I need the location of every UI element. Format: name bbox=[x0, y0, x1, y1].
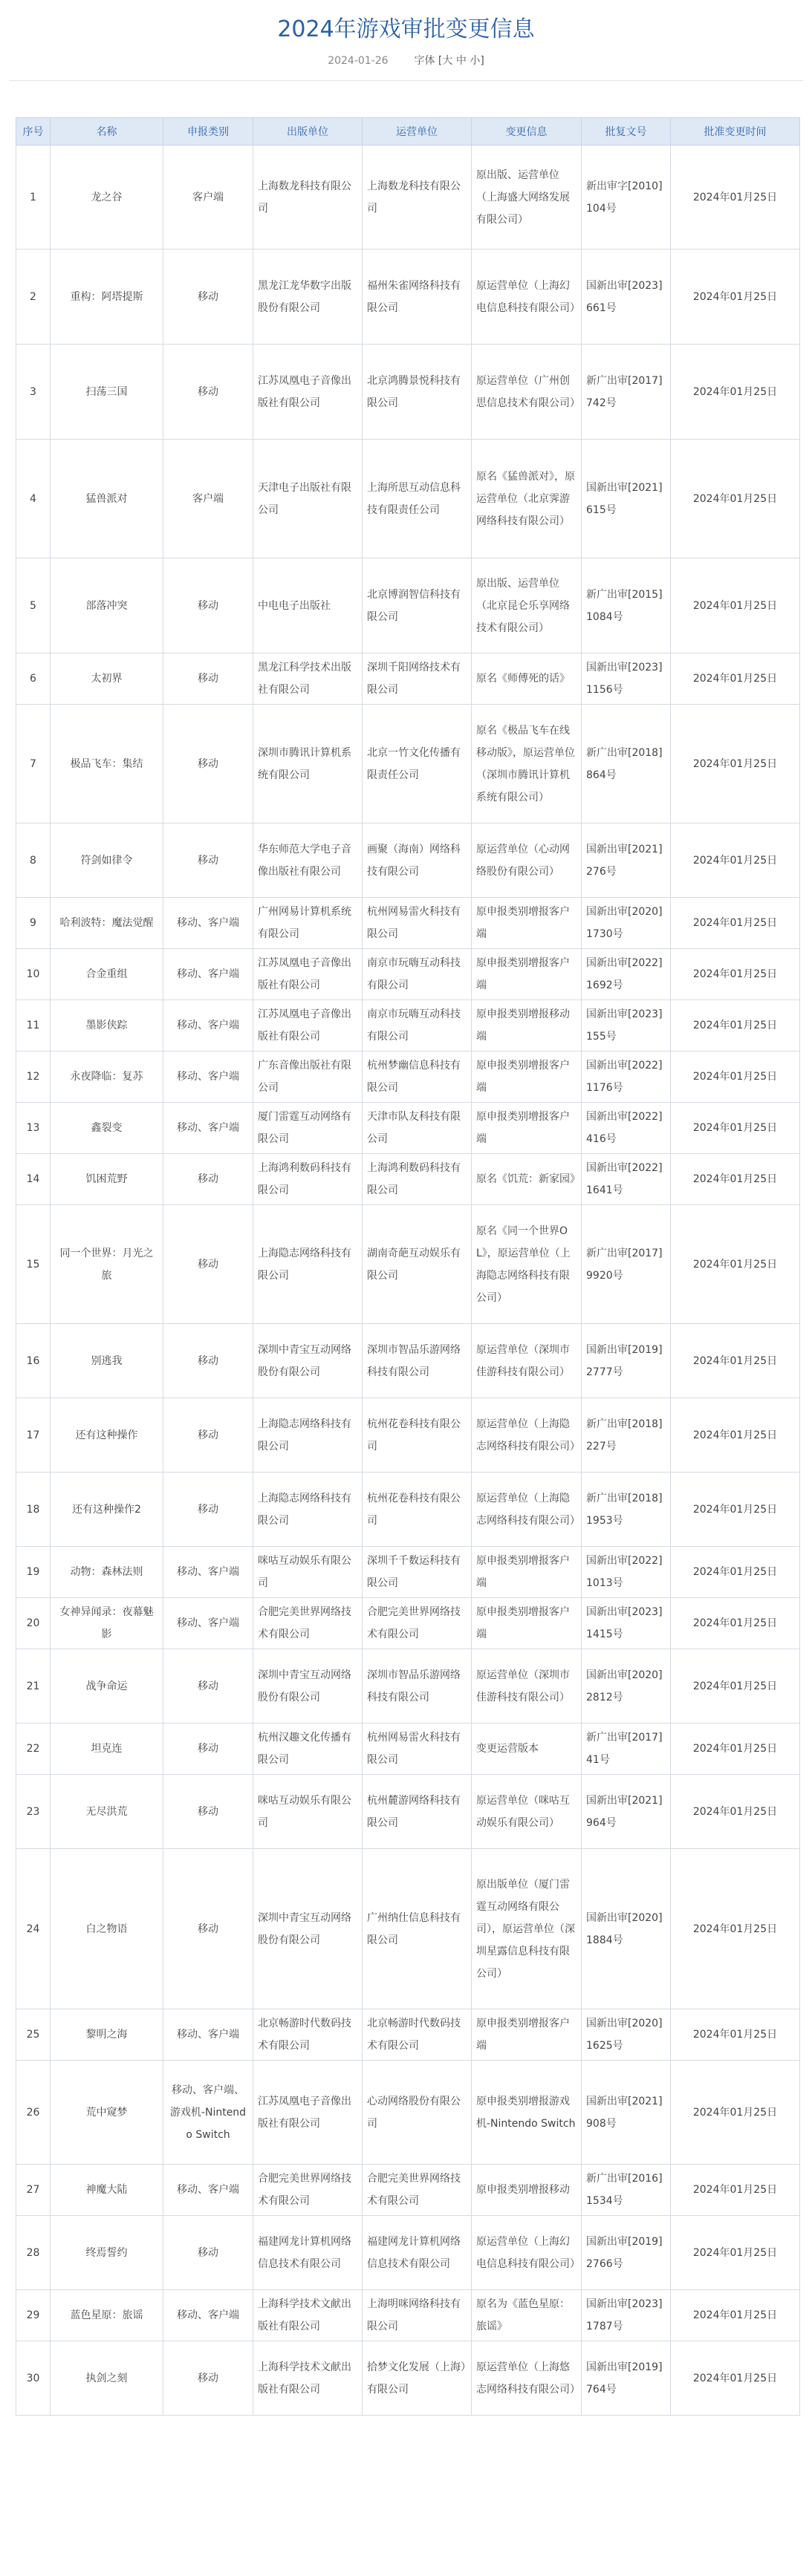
approval-time: 2024年01月25日 bbox=[671, 345, 800, 440]
operator: 福建网龙计算机网络信息技术有限公司 bbox=[363, 2216, 472, 2290]
approval-number: 新出审字[2010]104号 bbox=[582, 146, 671, 250]
change-info: 原申报类别增报客户端 bbox=[472, 1051, 582, 1103]
publisher: 华东师范大学电子音像出版社有限公司 bbox=[253, 824, 363, 898]
operator: 深圳市智品乐游网络科技有限公司 bbox=[363, 1649, 472, 1724]
operator: 上海所思互动信息科技有限责任公司 bbox=[363, 440, 472, 558]
table-row bbox=[16, 1649, 800, 1724]
approval-time: 2024年01月25日 bbox=[671, 1724, 800, 1775]
game-name: 坦克连 bbox=[51, 1724, 163, 1775]
row-no: 5 bbox=[16, 558, 51, 653]
publisher: 江苏凤凰电子音像出版社有限公司 bbox=[253, 345, 363, 440]
category: 移动 bbox=[163, 1398, 253, 1473]
approval-time: 2024年01月25日 bbox=[671, 1775, 800, 1849]
font-size-small[interactable]: 小 bbox=[470, 55, 481, 67]
publisher: 广东音像出版社有限公司 bbox=[253, 1051, 363, 1103]
table-row bbox=[16, 345, 800, 440]
change-info: 原申报类别增报客户端 bbox=[472, 1598, 582, 1649]
row-no: 9 bbox=[16, 898, 51, 949]
table-row bbox=[16, 1724, 800, 1775]
change-info: 原名《猛兽派对》，原运营单位（北京霁游网络科技有限公司） bbox=[472, 440, 582, 558]
table-row bbox=[16, 824, 800, 898]
publish-date: 2024-01-26 bbox=[328, 55, 389, 67]
category: 移动、客户端、游戏机-Nintendo Switch bbox=[163, 2061, 253, 2165]
col-header-operator: 运营单位 bbox=[363, 118, 472, 146]
game-name: 永夜降临：复苏 bbox=[51, 1051, 163, 1103]
table-row bbox=[16, 2341, 800, 2416]
table-row bbox=[16, 705, 800, 824]
operator: 天津市队友科技有限公司 bbox=[363, 1103, 472, 1154]
operator: 北京一竹文化传播有限责任公司 bbox=[363, 705, 472, 824]
row-no: 22 bbox=[16, 1724, 51, 1775]
change-info: 原申报类别增报移动 bbox=[472, 2165, 582, 2216]
approval-number: 国新出审[2023]1787号 bbox=[582, 2290, 671, 2341]
operator: 杭州网易雷火科技有限公司 bbox=[363, 1724, 472, 1775]
category: 移动、客户端 bbox=[163, 2009, 253, 2061]
category: 移动 bbox=[163, 2341, 253, 2416]
category: 移动 bbox=[163, 1724, 253, 1775]
game-name: 终焉誓约 bbox=[51, 2216, 163, 2290]
approval-number: 国新出审[2021]964号 bbox=[582, 1775, 671, 1849]
font-size-medium[interactable]: 中 bbox=[455, 55, 467, 67]
row-no: 26 bbox=[16, 2061, 51, 2165]
publisher: 上海隐志网络科技有限公司 bbox=[253, 1398, 363, 1473]
approval-number: 国新出审[2022]416号 bbox=[582, 1103, 671, 1154]
approval-table bbox=[16, 117, 800, 2416]
table-row bbox=[16, 1154, 800, 1205]
table-row bbox=[16, 558, 800, 653]
publisher: 上海科学技术文献出版社有限公司 bbox=[253, 2341, 363, 2416]
category: 移动 bbox=[163, 705, 253, 824]
operator: 上海数龙科技有限公司 bbox=[363, 146, 472, 250]
approval-time: 2024年01月25日 bbox=[671, 1051, 800, 1103]
approval-number: 国新出审[2021]908号 bbox=[582, 2061, 671, 2165]
approval-number: 新广出审[2017]41号 bbox=[582, 1724, 671, 1775]
game-name: 饥困荒野 bbox=[51, 1154, 163, 1205]
category: 移动 bbox=[163, 1649, 253, 1724]
row-no: 14 bbox=[16, 1154, 51, 1205]
approval-time: 2024年01月25日 bbox=[671, 1649, 800, 1724]
approval-number: 国新出审[2022]1176号 bbox=[582, 1051, 671, 1103]
col-header-category: 申报类别 bbox=[163, 118, 253, 146]
category: 移动、客户端 bbox=[163, 1000, 253, 1051]
operator: 湖南奇葩互动娱乐有限公司 bbox=[363, 1205, 472, 1324]
row-no: 8 bbox=[16, 824, 51, 898]
category: 移动 bbox=[163, 345, 253, 440]
font-size-switcher: 字体 [大 中 小] bbox=[414, 55, 484, 67]
operator: 福州朱雀网络科技有限公司 bbox=[363, 250, 472, 345]
change-info: 原申报类别增报客户端 bbox=[472, 1547, 582, 1598]
category: 移动 bbox=[163, 250, 253, 345]
table-row bbox=[16, 1205, 800, 1324]
approval-number: 国新出审[2021]276号 bbox=[582, 824, 671, 898]
game-name: 执剑之刻 bbox=[51, 2341, 163, 2416]
approval-number: 国新出审[2020]2812号 bbox=[582, 1649, 671, 1724]
game-name: 还有这种操作 bbox=[51, 1398, 163, 1473]
approval-time: 2024年01月25日 bbox=[671, 1849, 800, 2009]
approval-time: 2024年01月25日 bbox=[671, 440, 800, 558]
category: 移动、客户端 bbox=[163, 1103, 253, 1154]
table-row bbox=[16, 1473, 800, 1547]
change-info: 原名为《蓝色星原：旅谣》 bbox=[472, 2290, 582, 2341]
category: 移动 bbox=[163, 653, 253, 705]
change-info: 原名《饥荒：新家园》 bbox=[472, 1154, 582, 1205]
row-no: 6 bbox=[16, 653, 51, 705]
publisher: 上海隐志网络科技有限公司 bbox=[253, 1473, 363, 1547]
approval-time: 2024年01月25日 bbox=[671, 1324, 800, 1398]
approval-time: 2024年01月25日 bbox=[671, 2061, 800, 2165]
game-name: 无尽洪荒 bbox=[51, 1775, 163, 1849]
operator: 拾梦文化发展（上海）有限公司 bbox=[363, 2341, 472, 2416]
operator: 广州纳仕信息科技有限公司 bbox=[363, 1849, 472, 2009]
approval-time: 2024年01月25日 bbox=[671, 1000, 800, 1051]
publisher: 广州网易计算机系统有限公司 bbox=[253, 898, 363, 949]
approval-number: 国新出审[2019]2766号 bbox=[582, 2216, 671, 2290]
category: 移动、客户端 bbox=[163, 1598, 253, 1649]
category: 移动、客户端 bbox=[163, 898, 253, 949]
publisher: 江苏凤凰电子音像出版社有限公司 bbox=[253, 1000, 363, 1051]
category: 移动 bbox=[163, 1775, 253, 1849]
approval-time: 2024年01月25日 bbox=[671, 1205, 800, 1324]
approval-number: 国新出审[2023]661号 bbox=[582, 250, 671, 345]
row-no: 20 bbox=[16, 1598, 51, 1649]
change-info: 原运营单位（广州创思信息技术有限公司） bbox=[472, 345, 582, 440]
row-no: 24 bbox=[16, 1849, 51, 2009]
table-row bbox=[16, 2216, 800, 2290]
game-name: 荒中窥梦 bbox=[51, 2061, 163, 2165]
operator: 南京市玩嗨互动科技有限公司 bbox=[363, 1000, 472, 1051]
row-no: 16 bbox=[16, 1324, 51, 1398]
category: 客户端 bbox=[163, 440, 253, 558]
table-row bbox=[16, 440, 800, 558]
operator: 杭州花卷科技有限公司 bbox=[363, 1398, 472, 1473]
meta-line bbox=[0, 52, 812, 70]
game-name: 黎明之海 bbox=[51, 2009, 163, 2061]
publisher: 江苏凤凰电子音像出版社有限公司 bbox=[253, 949, 363, 1000]
category: 移动 bbox=[163, 1849, 253, 2009]
approval-number: 国新出审[2022]1013号 bbox=[582, 1547, 671, 1598]
game-name: 别逃我 bbox=[51, 1324, 163, 1398]
approval-number: 新广出审[2017]742号 bbox=[582, 345, 671, 440]
row-no: 10 bbox=[16, 949, 51, 1000]
approval-time: 2024年01月25日 bbox=[671, 250, 800, 345]
change-info: 原申报类别增报客户端 bbox=[472, 898, 582, 949]
table-row bbox=[16, 2165, 800, 2216]
table-row bbox=[16, 949, 800, 1000]
table-row bbox=[16, 1775, 800, 1849]
row-no: 12 bbox=[16, 1051, 51, 1103]
publisher: 深圳中青宝互动网络股份有限公司 bbox=[253, 1324, 363, 1398]
operator: 合肥完美世界网络技术有限公司 bbox=[363, 2165, 472, 2216]
operator: 上海明咪网络科技有限公司 bbox=[363, 2290, 472, 2341]
table-row bbox=[16, 1547, 800, 1598]
approval-time: 2024年01月25日 bbox=[671, 1154, 800, 1205]
publisher: 北京畅游时代数码技术有限公司 bbox=[253, 2009, 363, 2061]
font-size-large[interactable]: 大 bbox=[442, 55, 453, 67]
approval-number: 国新出审[2023]1156号 bbox=[582, 653, 671, 705]
approval-number: 新广出审[2018]227号 bbox=[582, 1398, 671, 1473]
table-row bbox=[16, 2061, 800, 2165]
operator: 心动网络股份有限公司 bbox=[363, 2061, 472, 2165]
game-name: 猛兽派对 bbox=[51, 440, 163, 558]
category: 移动、客户端 bbox=[163, 2165, 253, 2216]
operator: 杭州网易雷火科技有限公司 bbox=[363, 898, 472, 949]
operator: 上海鸿利数码科技有限公司 bbox=[363, 1154, 472, 1205]
col-header-approval: 批复文号 bbox=[582, 118, 671, 146]
publisher: 深圳市腾讯计算机系统有限公司 bbox=[253, 705, 363, 824]
table-row bbox=[16, 1324, 800, 1398]
row-no: 15 bbox=[16, 1205, 51, 1324]
approval-time: 2024年01月25日 bbox=[671, 824, 800, 898]
table-row bbox=[16, 898, 800, 949]
publisher: 咪咕互动娱乐有限公司 bbox=[253, 1775, 363, 1849]
game-name: 女神异闻录：夜幕魅影 bbox=[51, 1598, 163, 1649]
approval-number: 新广出审[2018]864号 bbox=[582, 705, 671, 824]
table-row bbox=[16, 1103, 800, 1154]
publisher: 上海隐志网络科技有限公司 bbox=[253, 1205, 363, 1324]
change-info: 原运营单位（心动网络股份有限公司） bbox=[472, 824, 582, 898]
col-header-change: 变更信息 bbox=[472, 118, 582, 146]
row-no: 13 bbox=[16, 1103, 51, 1154]
table-row bbox=[16, 1051, 800, 1103]
change-info: 原运营单位（上海隐志网络科技有限公司） bbox=[472, 1398, 582, 1473]
col-header-time: 批准变更时间 bbox=[671, 118, 800, 146]
game-name: 蓝色星原：旅谣 bbox=[51, 2290, 163, 2341]
publisher: 上海数龙科技有限公司 bbox=[253, 146, 363, 250]
category: 移动 bbox=[163, 1324, 253, 1398]
approval-time: 2024年01月25日 bbox=[671, 1103, 800, 1154]
approval-time: 2024年01月25日 bbox=[671, 1598, 800, 1649]
row-no: 21 bbox=[16, 1649, 51, 1724]
category: 移动、客户端 bbox=[163, 2290, 253, 2341]
category: 移动 bbox=[163, 558, 253, 653]
operator: 北京鸿腾景悦科技有限公司 bbox=[363, 345, 472, 440]
approval-number: 新广出审[2015]1084号 bbox=[582, 558, 671, 653]
row-no: 27 bbox=[16, 2165, 51, 2216]
game-name: 动物：森林法则 bbox=[51, 1547, 163, 1598]
approval-time: 2024年01月25日 bbox=[671, 949, 800, 1000]
category: 移动、客户端 bbox=[163, 1547, 253, 1598]
row-no: 29 bbox=[16, 2290, 51, 2341]
game-name: 合金重组 bbox=[51, 949, 163, 1000]
game-name: 重构：阿塔提斯 bbox=[51, 250, 163, 345]
row-no: 18 bbox=[16, 1473, 51, 1547]
change-info: 原申报类别增报客户端 bbox=[472, 949, 582, 1000]
approval-number: 国新出审[2022]1692号 bbox=[582, 949, 671, 1000]
publisher: 合肥完美世界网络技术有限公司 bbox=[253, 1598, 363, 1649]
row-no: 17 bbox=[16, 1398, 51, 1473]
approval-time: 2024年01月25日 bbox=[671, 146, 800, 250]
table-row bbox=[16, 250, 800, 345]
table-row bbox=[16, 1000, 800, 1051]
game-name: 龙之谷 bbox=[51, 146, 163, 250]
row-no: 19 bbox=[16, 1547, 51, 1598]
operator: 南京市玩嗨互动科技有限公司 bbox=[363, 949, 472, 1000]
game-name: 部落冲突 bbox=[51, 558, 163, 653]
game-name: 还有这种操作2 bbox=[51, 1473, 163, 1547]
game-name: 战争命运 bbox=[51, 1649, 163, 1724]
row-no: 28 bbox=[16, 2216, 51, 2290]
operator: 北京畅游时代数码技术有限公司 bbox=[363, 2009, 472, 2061]
font-size-label: 字体 bbox=[414, 55, 435, 67]
table-row bbox=[16, 146, 800, 250]
publisher: 黑龙江龙华数字出版股份有限公司 bbox=[253, 250, 363, 345]
game-name: 神魔大陆 bbox=[51, 2165, 163, 2216]
col-header-name: 名称 bbox=[51, 118, 163, 146]
operator: 杭州梦幽信息科技有限公司 bbox=[363, 1051, 472, 1103]
category: 移动 bbox=[163, 824, 253, 898]
approval-number: 国新出审[2019]2777号 bbox=[582, 1324, 671, 1398]
publisher: 黑龙江科学技术出版社有限公司 bbox=[253, 653, 363, 705]
row-no: 4 bbox=[16, 440, 51, 558]
approval-number: 新广出审[2016]1534号 bbox=[582, 2165, 671, 2216]
change-info: 原申报类别增报游戏机-Nintendo Switch bbox=[472, 2061, 582, 2165]
table-row bbox=[16, 1849, 800, 2009]
col-header-no: 序号 bbox=[16, 118, 51, 146]
approval-time: 2024年01月25日 bbox=[671, 2009, 800, 2061]
game-name: 极品飞车：集结 bbox=[51, 705, 163, 824]
publisher: 咪咕互动娱乐有限公司 bbox=[253, 1547, 363, 1598]
divider bbox=[9, 80, 803, 99]
change-info: 原申报类别增报移动端 bbox=[472, 1000, 582, 1051]
approval-number: 国新出审[2019]764号 bbox=[582, 2341, 671, 2416]
approval-time: 2024年01月25日 bbox=[671, 2290, 800, 2341]
change-info: 原运营单位（上海幻电信息科技有限公司） bbox=[472, 250, 582, 345]
approval-number: 国新出审[2020]1884号 bbox=[582, 1849, 671, 2009]
publisher: 深圳中青宝互动网络股份有限公司 bbox=[253, 1649, 363, 1724]
page-title: 2024年游戏审批变更信息 bbox=[277, 16, 535, 42]
change-info: 原运营单位（上海悠志网络科技有限公司） bbox=[472, 2341, 582, 2416]
change-info: 原运营单位（深圳市佳游科技有限公司） bbox=[472, 1324, 582, 1398]
publisher: 上海鸿利数码科技有限公司 bbox=[253, 1154, 363, 1205]
publisher: 天津电子出版社有限公司 bbox=[253, 440, 363, 558]
approval-number: 国新出审[2023]1415号 bbox=[582, 1598, 671, 1649]
table-row bbox=[16, 2290, 800, 2341]
category: 客户端 bbox=[163, 146, 253, 250]
publisher: 合肥完美世界网络技术有限公司 bbox=[253, 2165, 363, 2216]
approval-time: 2024年01月25日 bbox=[671, 1398, 800, 1473]
change-info: 原出版、运营单位（北京昆仑乐享网络技术有限公司） bbox=[472, 558, 582, 653]
approval-number: 国新出审[2022]1641号 bbox=[582, 1154, 671, 1205]
col-header-publisher: 出版单位 bbox=[253, 118, 363, 146]
category: 移动、客户端 bbox=[163, 1051, 253, 1103]
change-info: 原名《同一个世界OL》，原运营单位（上海隐志网络科技有限公司） bbox=[472, 1205, 582, 1324]
approval-number: 国新出审[2020]1625号 bbox=[582, 2009, 671, 2061]
change-info: 变更运营版本 bbox=[472, 1724, 582, 1775]
row-no: 7 bbox=[16, 705, 51, 824]
category: 移动 bbox=[163, 1473, 253, 1547]
change-info: 原运营单位（上海幻电信息科技有限公司） bbox=[472, 2216, 582, 2290]
row-no: 2 bbox=[16, 250, 51, 345]
row-no: 11 bbox=[16, 1000, 51, 1051]
category: 移动 bbox=[163, 1154, 253, 1205]
change-info: 原申报类别增报客户端 bbox=[472, 1103, 582, 1154]
row-no: 30 bbox=[16, 2341, 51, 2416]
row-no: 1 bbox=[16, 146, 51, 250]
approval-time: 2024年01月25日 bbox=[671, 653, 800, 705]
game-name: 太初界 bbox=[51, 653, 163, 705]
approval-time: 2024年01月25日 bbox=[671, 1547, 800, 1598]
change-info: 原运营单位（咪咕互动娱乐有限公司） bbox=[472, 1775, 582, 1849]
game-name: 鑫裂变 bbox=[51, 1103, 163, 1154]
approval-time: 2024年01月25日 bbox=[671, 2216, 800, 2290]
table-row bbox=[16, 1398, 800, 1473]
approval-time: 2024年01月25日 bbox=[671, 2341, 800, 2416]
table-row bbox=[16, 653, 800, 705]
game-name: 同一个世界：月光之旅 bbox=[51, 1205, 163, 1324]
operator: 合肥完美世界网络技术有限公司 bbox=[363, 1598, 472, 1649]
operator: 杭州麓游网络科技有限公司 bbox=[363, 1775, 472, 1849]
table-header-row bbox=[16, 118, 800, 146]
publisher: 深圳中青宝互动网络股份有限公司 bbox=[253, 1849, 363, 2009]
change-info: 原名《极品飞车在线移动版》，原运营单位（深圳市腾讯计算机系统有限公司） bbox=[472, 705, 582, 824]
row-no: 25 bbox=[16, 2009, 51, 2061]
change-info: 原名《师傅死的话》 bbox=[472, 653, 582, 705]
row-no: 3 bbox=[16, 345, 51, 440]
row-no: 23 bbox=[16, 1775, 51, 1849]
approval-time: 2024年01月25日 bbox=[671, 705, 800, 824]
publisher: 中电电子出版社 bbox=[253, 558, 363, 653]
operator: 深圳千千数运科技有限公司 bbox=[363, 1547, 472, 1598]
operator: 北京博润智信科技有限公司 bbox=[363, 558, 472, 653]
approval-time: 2024年01月25日 bbox=[671, 558, 800, 653]
category: 移动、客户端 bbox=[163, 949, 253, 1000]
approval-number: 新广出审[2018]1953号 bbox=[582, 1473, 671, 1547]
game-name: 符剑如律令 bbox=[51, 824, 163, 898]
category: 移动 bbox=[163, 2216, 253, 2290]
publisher: 杭州汉趣文化传播有限公司 bbox=[253, 1724, 363, 1775]
approval-number: 国新出审[2020]1730号 bbox=[582, 898, 671, 949]
game-name: 扫荡三国 bbox=[51, 345, 163, 440]
change-info: 原出版单位（厦门雷霆互动网络有限公司），原运营单位（深圳星露信息科技有限公司） bbox=[472, 1849, 582, 2009]
approval-number: 国新出审[2021]615号 bbox=[582, 440, 671, 558]
change-info: 原运营单位（上海隐志网络科技有限公司） bbox=[472, 1473, 582, 1547]
publisher: 江苏凤凰电子音像出版社有限公司 bbox=[253, 2061, 363, 2165]
game-name: 哈利波特：魔法觉醒 bbox=[51, 898, 163, 949]
category: 移动 bbox=[163, 1205, 253, 1324]
operator: 杭州花卷科技有限公司 bbox=[363, 1473, 472, 1547]
change-info: 原出版、运营单位（上海盛大网络发展有限公司） bbox=[472, 146, 582, 250]
approval-time: 2024年01月25日 bbox=[671, 1473, 800, 1547]
operator: 画聚（海南）网络科技有限公司 bbox=[363, 824, 472, 898]
game-name: 白之物语 bbox=[51, 1849, 163, 2009]
table-row bbox=[16, 2009, 800, 2061]
publisher: 上海科学技术文献出版社有限公司 bbox=[253, 2290, 363, 2341]
table-row bbox=[16, 1598, 800, 1649]
game-name: 墨影侠踪 bbox=[51, 1000, 163, 1051]
publisher: 厦门雷霆互动网络有限公司 bbox=[253, 1103, 363, 1154]
approval-number: 国新出审[2023]155号 bbox=[582, 1000, 671, 1051]
approval-number: 新广出审[2017]9920号 bbox=[582, 1205, 671, 1324]
operator: 深圳市智品乐游网络科技有限公司 bbox=[363, 1324, 472, 1398]
approval-time: 2024年01月25日 bbox=[671, 898, 800, 949]
approval-time: 2024年01月25日 bbox=[671, 2165, 800, 2216]
change-info: 原运营单位（深圳市佳游科技有限公司） bbox=[472, 1649, 582, 1724]
publisher: 福建网龙计算机网络信息技术有限公司 bbox=[253, 2216, 363, 2290]
change-info: 原申报类别增报客户端 bbox=[472, 2009, 582, 2061]
operator: 深圳千阳网络技术有限公司 bbox=[363, 653, 472, 705]
